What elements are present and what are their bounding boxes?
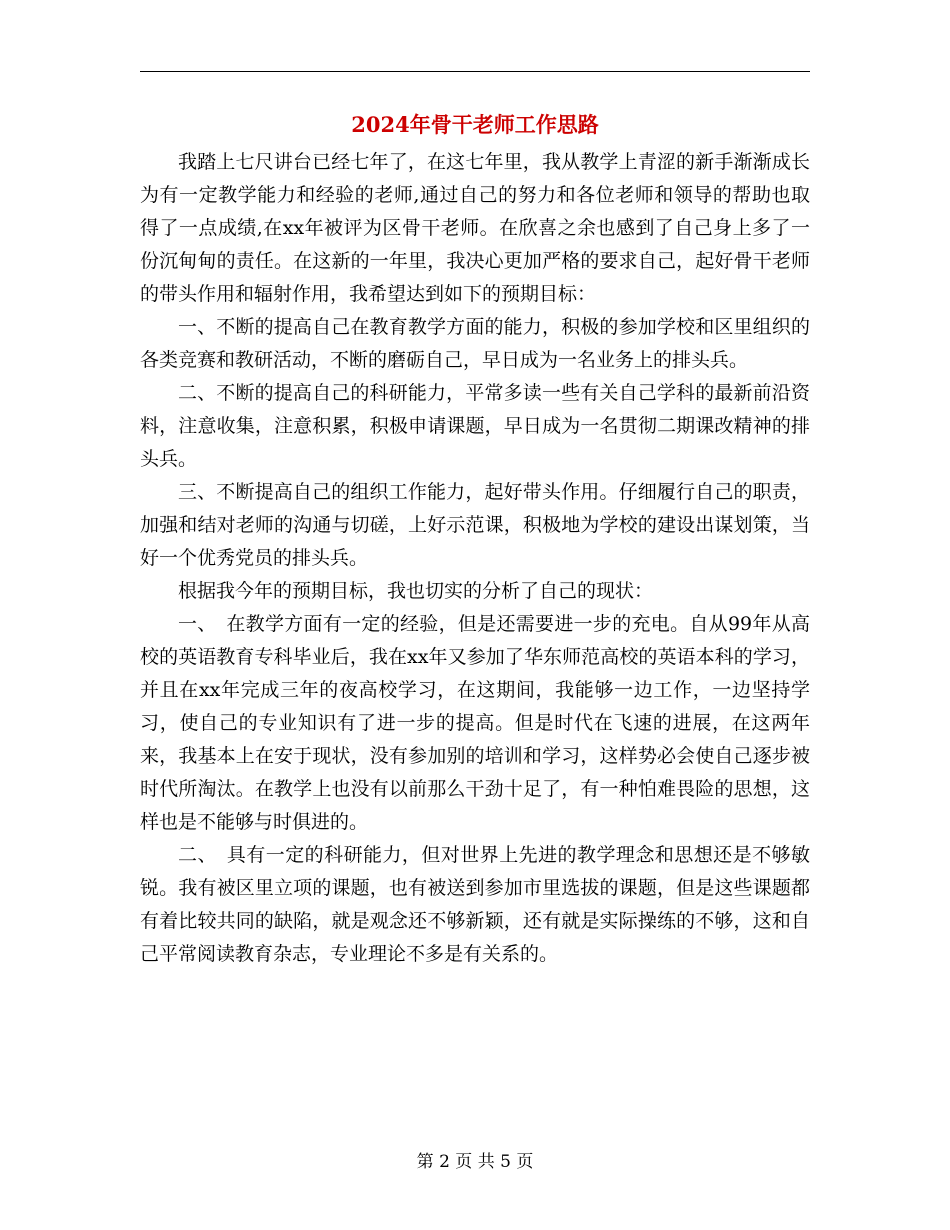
page-number-label: 第 2 页 共 5 页 bbox=[416, 1152, 534, 1172]
paragraph-analysis-2: 二、 具有一定的科研能力，但对世界上先进的教学理念和思想还是不够敏锐。我有被区里立项的课题，也有被送到参加市里选拔的课题，但是这些课题都有着比较共同的缺陷，就是观念还不够新颖，还有就是实际操练的不够，这和自己平常阅读教育杂志，专业理论不多是有关系的。 bbox=[140, 844, 810, 965]
paragraph-analysis-1: 一、 在教学方面有一定的经验，但是还需要进一步的充电。自从99年从高校的英语教育专科毕业后，我在xx年又参加了华东师范高校的英语本科的学习，并且在xx年完成三年的夜高校学习，在这期间，我能够一边工作，一边坚持学习，使自己的专业知识有了进一步的提高。但是时代在飞速的进展，在这两年来，我基本上在安于现状，没有参加别的培训和学习，这样势必会使自己逐步被时代所淘汰。在教学上也没有以前那么干劲十足了，有一种怕难畏险的思想，这样也是不能够与时俱进的。 bbox=[140, 613, 810, 833]
paragraph-goal-2: 二、不断的提高自己的科研能力，平常多读一些有关自己学科的最新前沿资料，注意收集，注意积累，积极申请课题，早日成为一名贯彻二期课改精神的排头兵。 bbox=[140, 382, 810, 470]
page-number-footer bbox=[0, 1150, 950, 1174]
header-rule bbox=[140, 71, 810, 72]
paragraph-intro: 我踏上七尺讲台已经七年了，在这七年里，我从教学上青涩的新手渐渐成长为有一定教学能力和经验的老师,通过自己的努力和各位老师和领导的帮助也取得了一点成绩,在xx年被评为区骨干老师。在欣喜之余也感到了自己身上多了一份沉甸甸的责任。在这新的一年里，我决心更加严格的要求自己，起好骨干老师的带头作用和辐射作用，我希望达到如下的预期目标： bbox=[140, 151, 810, 305]
document-title: 2024年骨干老师工作思路 bbox=[351, 112, 599, 137]
paragraph-goal-3: 三、不断提高自己的组织工作能力，起好带头作用。仔细履行自己的职责，加强和结对老师的沟通与切磋，上好示范课，积极地为学校的建设出谋划策，当好一个优秀党员的排头兵。 bbox=[140, 481, 810, 569]
paragraph-analysis-intro: 根据我今年的预期目标，我也切实的分析了自己的现状： bbox=[178, 580, 654, 602]
paragraph-goal-1: 一、不断的提高自己在教育教学方面的能力，积极的参加学校和区里组织的各类竞赛和教研活动，不断的磨砺自己，早日成为一名业务上的排头兵。 bbox=[140, 316, 810, 371]
document-body bbox=[140, 146, 810, 971]
